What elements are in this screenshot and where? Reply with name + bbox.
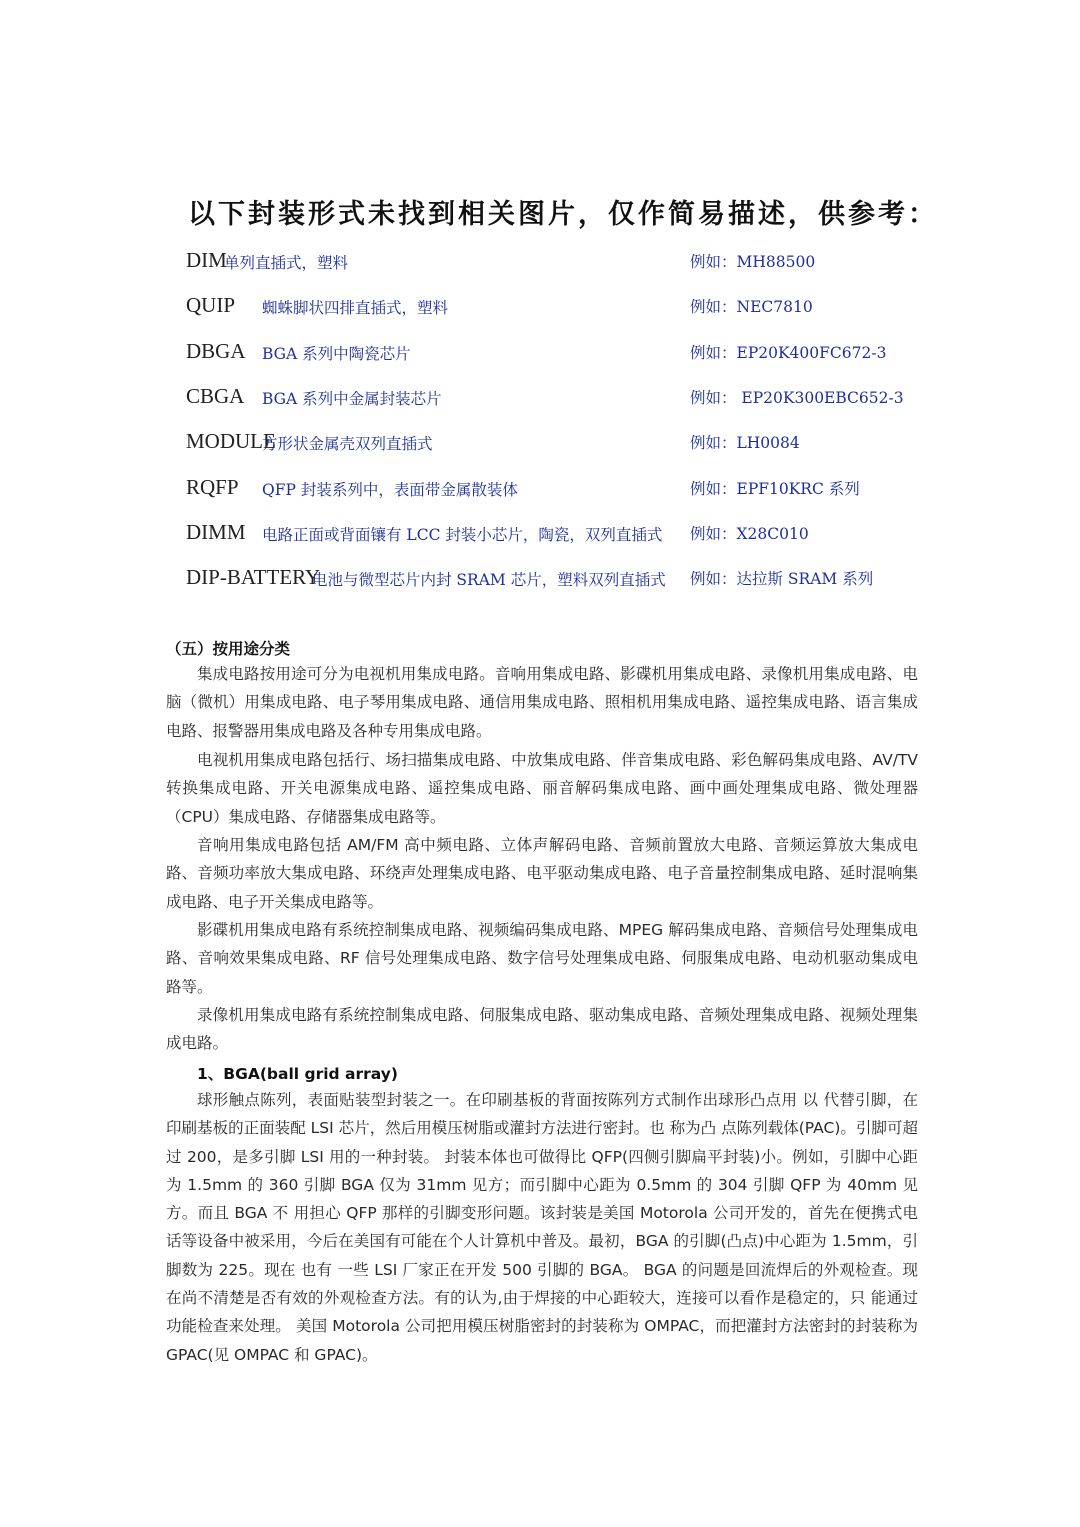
section-heading: （五）按用途分类	[166, 640, 291, 658]
package-code: DBGA	[186, 339, 246, 363]
package-row-dimm	[0, 520, 1080, 554]
package-row-cbga	[0, 384, 1080, 418]
package-example: 例如： EP20K300EBC652-3	[690, 389, 904, 407]
package-code: DIP-BATTERY	[186, 565, 321, 589]
package-row-dim	[0, 248, 1080, 282]
package-description: 单列直插式，塑料	[224, 254, 349, 272]
package-code: DIMM	[186, 520, 246, 544]
package-row-dip-battery	[0, 565, 1080, 599]
package-example: 例如：达拉斯 SRAM 系列	[690, 570, 874, 588]
package-example: 例如：EPF10KRC 系列	[690, 480, 860, 498]
package-example: 例如：LH0084	[690, 434, 800, 452]
package-example: 例如：EP20K400FC672-3	[690, 344, 887, 362]
package-code: RQFP	[186, 475, 239, 499]
paragraph-vcr-ic: 录像机用集成电路有系统控制集成电路、伺服集成电路、驱动集成电路、音频处理集成电路、视频处理集成电路。	[166, 1006, 918, 1053]
package-description: QFP 封装系列中，表面带金属散装体	[262, 481, 518, 499]
package-row-module	[0, 429, 1080, 463]
bga-heading: 1、BGA(ball grid array)	[197, 1065, 398, 1083]
paragraph-usage-intro: 集成电路按用途可分为电视机用集成电路。音响用集成电路、影碟机用集成电路、录像机用集成电路、电脑（微机）用集成电路、电子琴用集成电路、通信用集成电路、照相机用集成电路、遥控集成电路、语言集成电路、报警器用集成电路及各种专用集成电路。	[166, 665, 918, 740]
paragraph-bga: 球形触点陈列，表面贴装型封装之一。在印刷基板的背面按陈列方式制作出球形凸点用 以 代替引脚，在印刷基板的正面装配 LSI 芯片，然后用模压树脂或灌封方法进行密封。也 称为凸 点陈列载体(PAC)。引脚可超过 200，是多引脚 LSI 用的一种封装。 封装本体也可做得比 QFP(四侧引脚扁平封装)小。例如，引脚中心距为 1.5mm 的 360 引脚 BGA 仅为 31mm 见方；而引脚中心距为 0.5mm 的 304 引脚 QFP 为 40mm 见方。而且 BGA 不 用担心 QFP 那样的引脚变形问题。该封装是美国 Motorola 公司开发的，首先在便携式电话等设备中被采用，今后在美国有可能在个人计算机中普及。最初，BGA 的引脚(凸点)中心距为 1.5mm，引脚数为 225。现在 也有 一些 LSI 厂家正在开发 500 引脚的 BGA。 BGA 的问题是回流焊后的外观检查。现在尚不清楚是否有效的外观检查方法。有的认为,由于焊接的中心距较大，连接可以看作是稳定的，只 能通过功能检查来处理。 美国 Motorola 公司把用模压树脂密封的封装称为 OMPAC，而把灌封方法密封的封装称为 GPAC(见 OMPAC 和 GPAC)。	[166, 1091, 918, 1364]
package-description: BGA 系列中金属封装芯片	[262, 390, 442, 408]
package-row-quip	[0, 293, 1080, 327]
package-description: 电池与微型芯片内封 SRAM 芯片，塑料双列直插式	[312, 571, 666, 589]
package-description: BGA 系列中陶瓷芯片	[262, 345, 411, 363]
package-description: 蜘蛛脚状四排直插式，塑料	[262, 299, 449, 317]
package-example: 例如：MH88500	[690, 253, 816, 271]
package-code: DIM	[186, 248, 227, 272]
package-code: QUIP	[186, 293, 236, 317]
package-description: 方形状金属壳双列直插式	[262, 435, 433, 453]
paragraph-audio-ic: 音响用集成电路包括 AM/FM 高中频电路、立体声解码电路、音频前置放大电路、音频运算放大集成电路、音频功率放大集成电路、环绕声处理集成电路、电平驱动集成电路、电子音量控制集成电路、延时混响集成电路、电子开关集成电路等。	[166, 836, 918, 911]
page-title: 以下封装形式未找到相关图片，仅作简易描述，供参考：	[188, 199, 938, 230]
package-example: 例如：X28C010	[690, 525, 809, 543]
package-row-rqfp	[0, 475, 1080, 509]
package-code: CBGA	[186, 384, 245, 408]
package-description: 电路正面或背面镶有 LCC 封装小芯片，陶瓷，双列直插式	[262, 526, 663, 544]
paragraph-tv-ic: 电视机用集成电路包括行、场扫描集成电路、中放集成电路、伴音集成电路、彩色解码集成电路、AV/TV 转换集成电路、开关电源集成电路、遥控集成电路、丽音解码集成电路、画中画处理集成电路、微处理器（CPU）集成电路、存储器集成电路等。	[166, 751, 918, 826]
package-row-dbga	[0, 339, 1080, 373]
package-code: MODULE	[186, 429, 276, 453]
package-example: 例如：NEC7810	[690, 298, 813, 316]
paragraph-disc-player-ic: 影碟机用集成电路有系统控制集成电路、视频编码集成电路、MPEG 解码集成电路、音频信号处理集成电路、音响效果集成电路、RF 信号处理集成电路、数字信号处理集成电路、伺服集成电路、电动机驱动集成电路等。	[166, 921, 918, 996]
